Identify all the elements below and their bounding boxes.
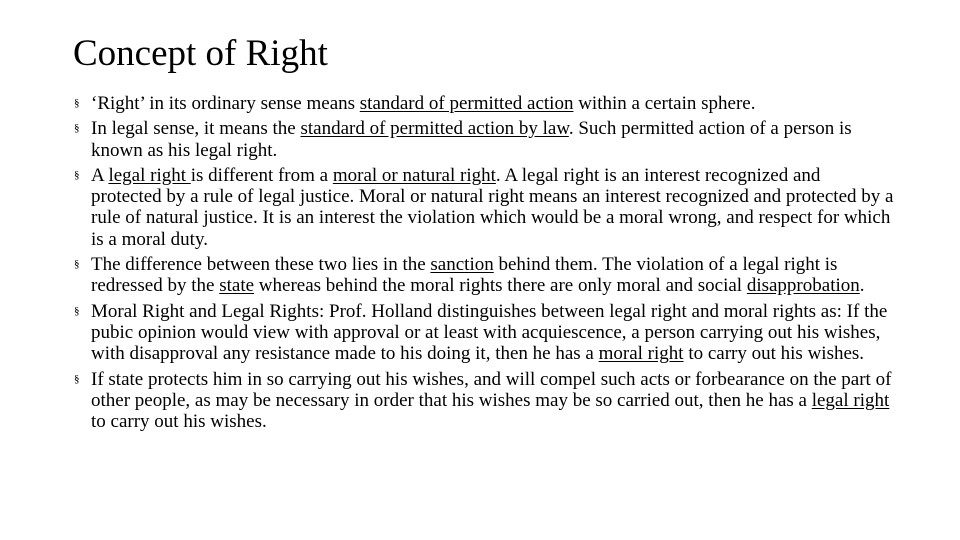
underlined-term: standard of permitted action by law <box>300 118 569 140</box>
section-sign-bullet-icon <box>74 99 82 108</box>
bullet-text <box>91 301 894 365</box>
underlined-term: legal right <box>811 389 890 411</box>
bullet-text-segment: whereas behind the moral rights there are only moral and social <box>254 275 747 297</box>
section-sign-bullet-icon <box>74 171 82 180</box>
bullet-text-segment: A <box>91 164 109 186</box>
bullet-text <box>91 93 894 114</box>
bullet-text-segment: If state protects him in so carrying out his wishes, and will compel such acts or forbearance on the part of other people, as may be necessary in order that his wishes may be so carried out, then he has a <box>91 368 892 411</box>
bullet-text-segment: to carry out his wishes. <box>683 343 865 365</box>
underlined-term: moral right <box>598 343 684 365</box>
bullet-text-segment: The difference between these two lies in the <box>91 254 431 276</box>
bullet-item <box>74 118 894 161</box>
bullet-item <box>74 369 894 433</box>
bullet-text <box>91 165 894 250</box>
bullet-text-segment: . Such permitted action of a person is known as his legal right. <box>91 118 852 161</box>
bullet-text-segment: . A legal right is an interest recognized and protected by a rule of legal justice. Moral or natural right means an interest recognized and protected by a rule of natural justice. It is an interest the violation which would be a moral wrong, and respect for which is a moral duty. <box>91 164 894 250</box>
underlined-term: sanction <box>430 254 494 276</box>
underlined-term: standard of permitted action <box>359 93 574 114</box>
bullet-item <box>74 254 894 297</box>
bullet-text-segment: ‘Right’ in its ordinary sense means <box>91 93 360 114</box>
underlined-term: legal right <box>108 164 191 186</box>
bullet-text <box>91 254 894 297</box>
bullet-item <box>74 93 894 114</box>
bullet-text <box>91 118 894 161</box>
underlined-term: state <box>219 275 255 297</box>
underlined-term: disapprobation <box>746 275 860 297</box>
bullet-text-segment: within a certain sphere. <box>573 93 756 114</box>
section-sign-bullet-icon <box>74 375 82 384</box>
bullet-text-segment: behind them. The violation of a legal right is redressed by the <box>91 254 838 297</box>
bullet-item <box>74 301 894 365</box>
section-sign-bullet-icon <box>74 260 82 269</box>
bullet-text-segment: In legal sense, it means the <box>91 118 301 140</box>
bullet-list <box>74 93 894 436</box>
bullet-text <box>91 369 894 433</box>
bullet-text-segment: . <box>859 275 865 297</box>
bullet-text-segment: Moral Right and Legal Rights: Prof. Holland distinguishes between legal right and moral rights as: If the pubic opinion would view with approval or at least with acquiescence, a person carrying out his wishes, with disapproval any resistance made to his doing it, then he has a <box>91 300 888 365</box>
underlined-term: moral or natural right <box>332 164 496 186</box>
bullet-text-segment: is different from a <box>190 164 333 186</box>
slide-title: Concept of Right <box>73 33 328 74</box>
section-sign-bullet-icon <box>74 307 82 316</box>
section-sign-bullet-icon <box>74 124 82 133</box>
bullet-text-segment: to carry out his wishes. <box>91 411 267 433</box>
bullet-item <box>74 165 894 250</box>
